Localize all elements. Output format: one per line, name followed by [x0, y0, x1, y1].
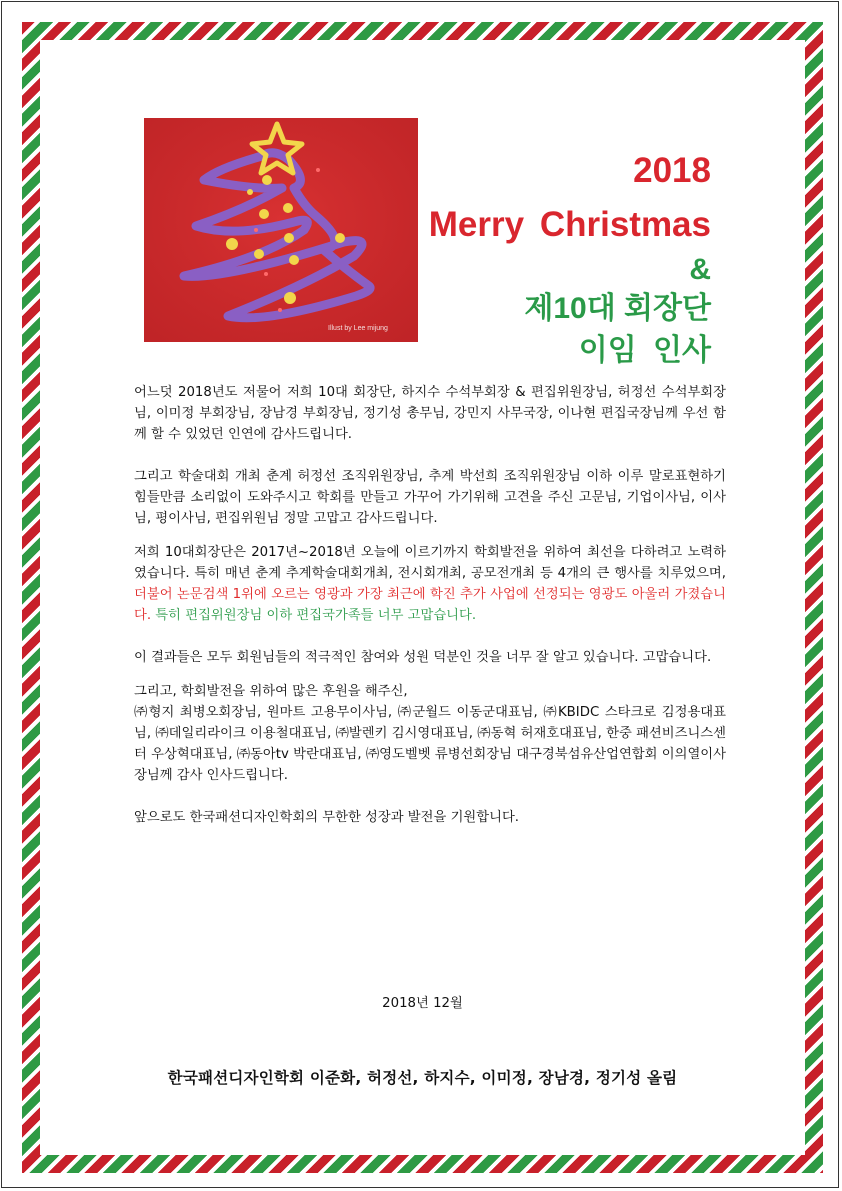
ornament [278, 308, 282, 312]
heading-farewell: 이임 인사 [578, 334, 711, 367]
illustration-credit: Illust by Lee mijung [328, 325, 388, 332]
christmas-tree-illustration [144, 118, 418, 342]
heading-ampersand: & [689, 253, 711, 286]
ornament [259, 209, 269, 219]
achievements-highlight-red: 더불어 논문검색 1위에 오르는 영광과 가장 최근에 학진 추가 사업에 선정되는 영광도 아울러 가졌습니다. [134, 587, 726, 623]
ornament [284, 233, 294, 243]
paragraph-thanks-officers: 어느덧 2018년도 저물어 저희 10대 회장단, 하지수 수석부회장 & 편집위원장님, 허정선 수석부회장님, 이미정 부회장님, 장남경 부회장님, 정기성 총무님, 강민지 사무국장, 이나현 편집국장님께 우선 함께 할 수 있었던 인연에 감사드립니다. [134, 385, 726, 442]
ornament [226, 238, 238, 250]
paragraph-sponsors: ㈜형지 최병오회장님, 원마트 고용무이사님, ㈜군월드 이동군대표님, ㈜KBIDC 스타크로 김정용대표님, ㈜데일리라이크 이용철대표님, ㈜발렌키 김시영대표님, ㈜동혁 허재호대표님, 한중 패션비즈니스센터 우상혁대표님, ㈜동아tv 박란대표님, ㈜영도벨벳 류병선회장님 대구경북섬유산업연합회 이의열이사장님께 감사 인사드립니다. [134, 705, 726, 783]
page [1, 1, 839, 1188]
ornament [247, 189, 253, 195]
heading-merry-christmas: Merry Christmas [428, 205, 711, 244]
ornament [254, 249, 264, 259]
achievements-text: 저희 10대회장단은 2017년~2018년 오늘에 이르기까지 학회발전을 위하여 최선을 다하려고 노력하였습니다. 특히 매년 춘계 추계학술대회개최, 전시회개최, 공모전개최 등 4개의 큰 행사를 치루었으며, [134, 545, 726, 581]
ornament [284, 292, 296, 304]
letter-signature: 한국패션디자인학회 이준화, 허정선, 하지수, 이미정, 장남경, 정기성 올림 [167, 1069, 678, 1087]
paragraph-sponsors-intro: 그리고, 학회발전을 위하여 많은 후원을 해주신, [134, 684, 408, 699]
ornament [283, 203, 293, 213]
paragraph-thanks-committee: 그리고 학술대회 개최 춘계 허정선 조직위원장님, 추계 박선희 조직위원장님 이하 이루 말로표현하기 힘들만큼 소리없이 도와주시고 학회를 만들고 가꾸어 가기위해 고견을 주신 고문님, 기업이사님, 이사님, 평이사님, 편집위원님 정말 고맙고 감사드립니다. [134, 469, 726, 526]
letter-date: 2018년 12월 [382, 996, 463, 1011]
ornament [289, 255, 299, 265]
ornament [335, 233, 345, 243]
paragraph-achievements [134, 542, 726, 626]
ornament [316, 168, 320, 172]
ornament [262, 175, 272, 185]
paragraph-closing: 앞으로도 한국패션디자인학회의 무한한 성장과 발전을 기원합니다. [134, 810, 520, 825]
ornament [254, 228, 258, 232]
letter-body [134, 382, 726, 828]
striped-border-frame [22, 22, 823, 1173]
paragraph-members-thanks: 이 결과들은 모두 회원님들의 적극적인 참여와 성원 덕분인 것을 너무 잘 알고 있습니다. 고맙습니다. [134, 650, 712, 665]
letter-content [40, 40, 805, 1155]
ornament [264, 272, 268, 276]
heading-team: 제10대 회장단 [524, 292, 711, 325]
greeting-heading [429, 144, 711, 372]
achievements-highlight-green: 특히 편집위원장님 이하 편집국가족들 너무 고맙습니다. [151, 608, 477, 623]
heading-year: 2018 [633, 151, 711, 190]
